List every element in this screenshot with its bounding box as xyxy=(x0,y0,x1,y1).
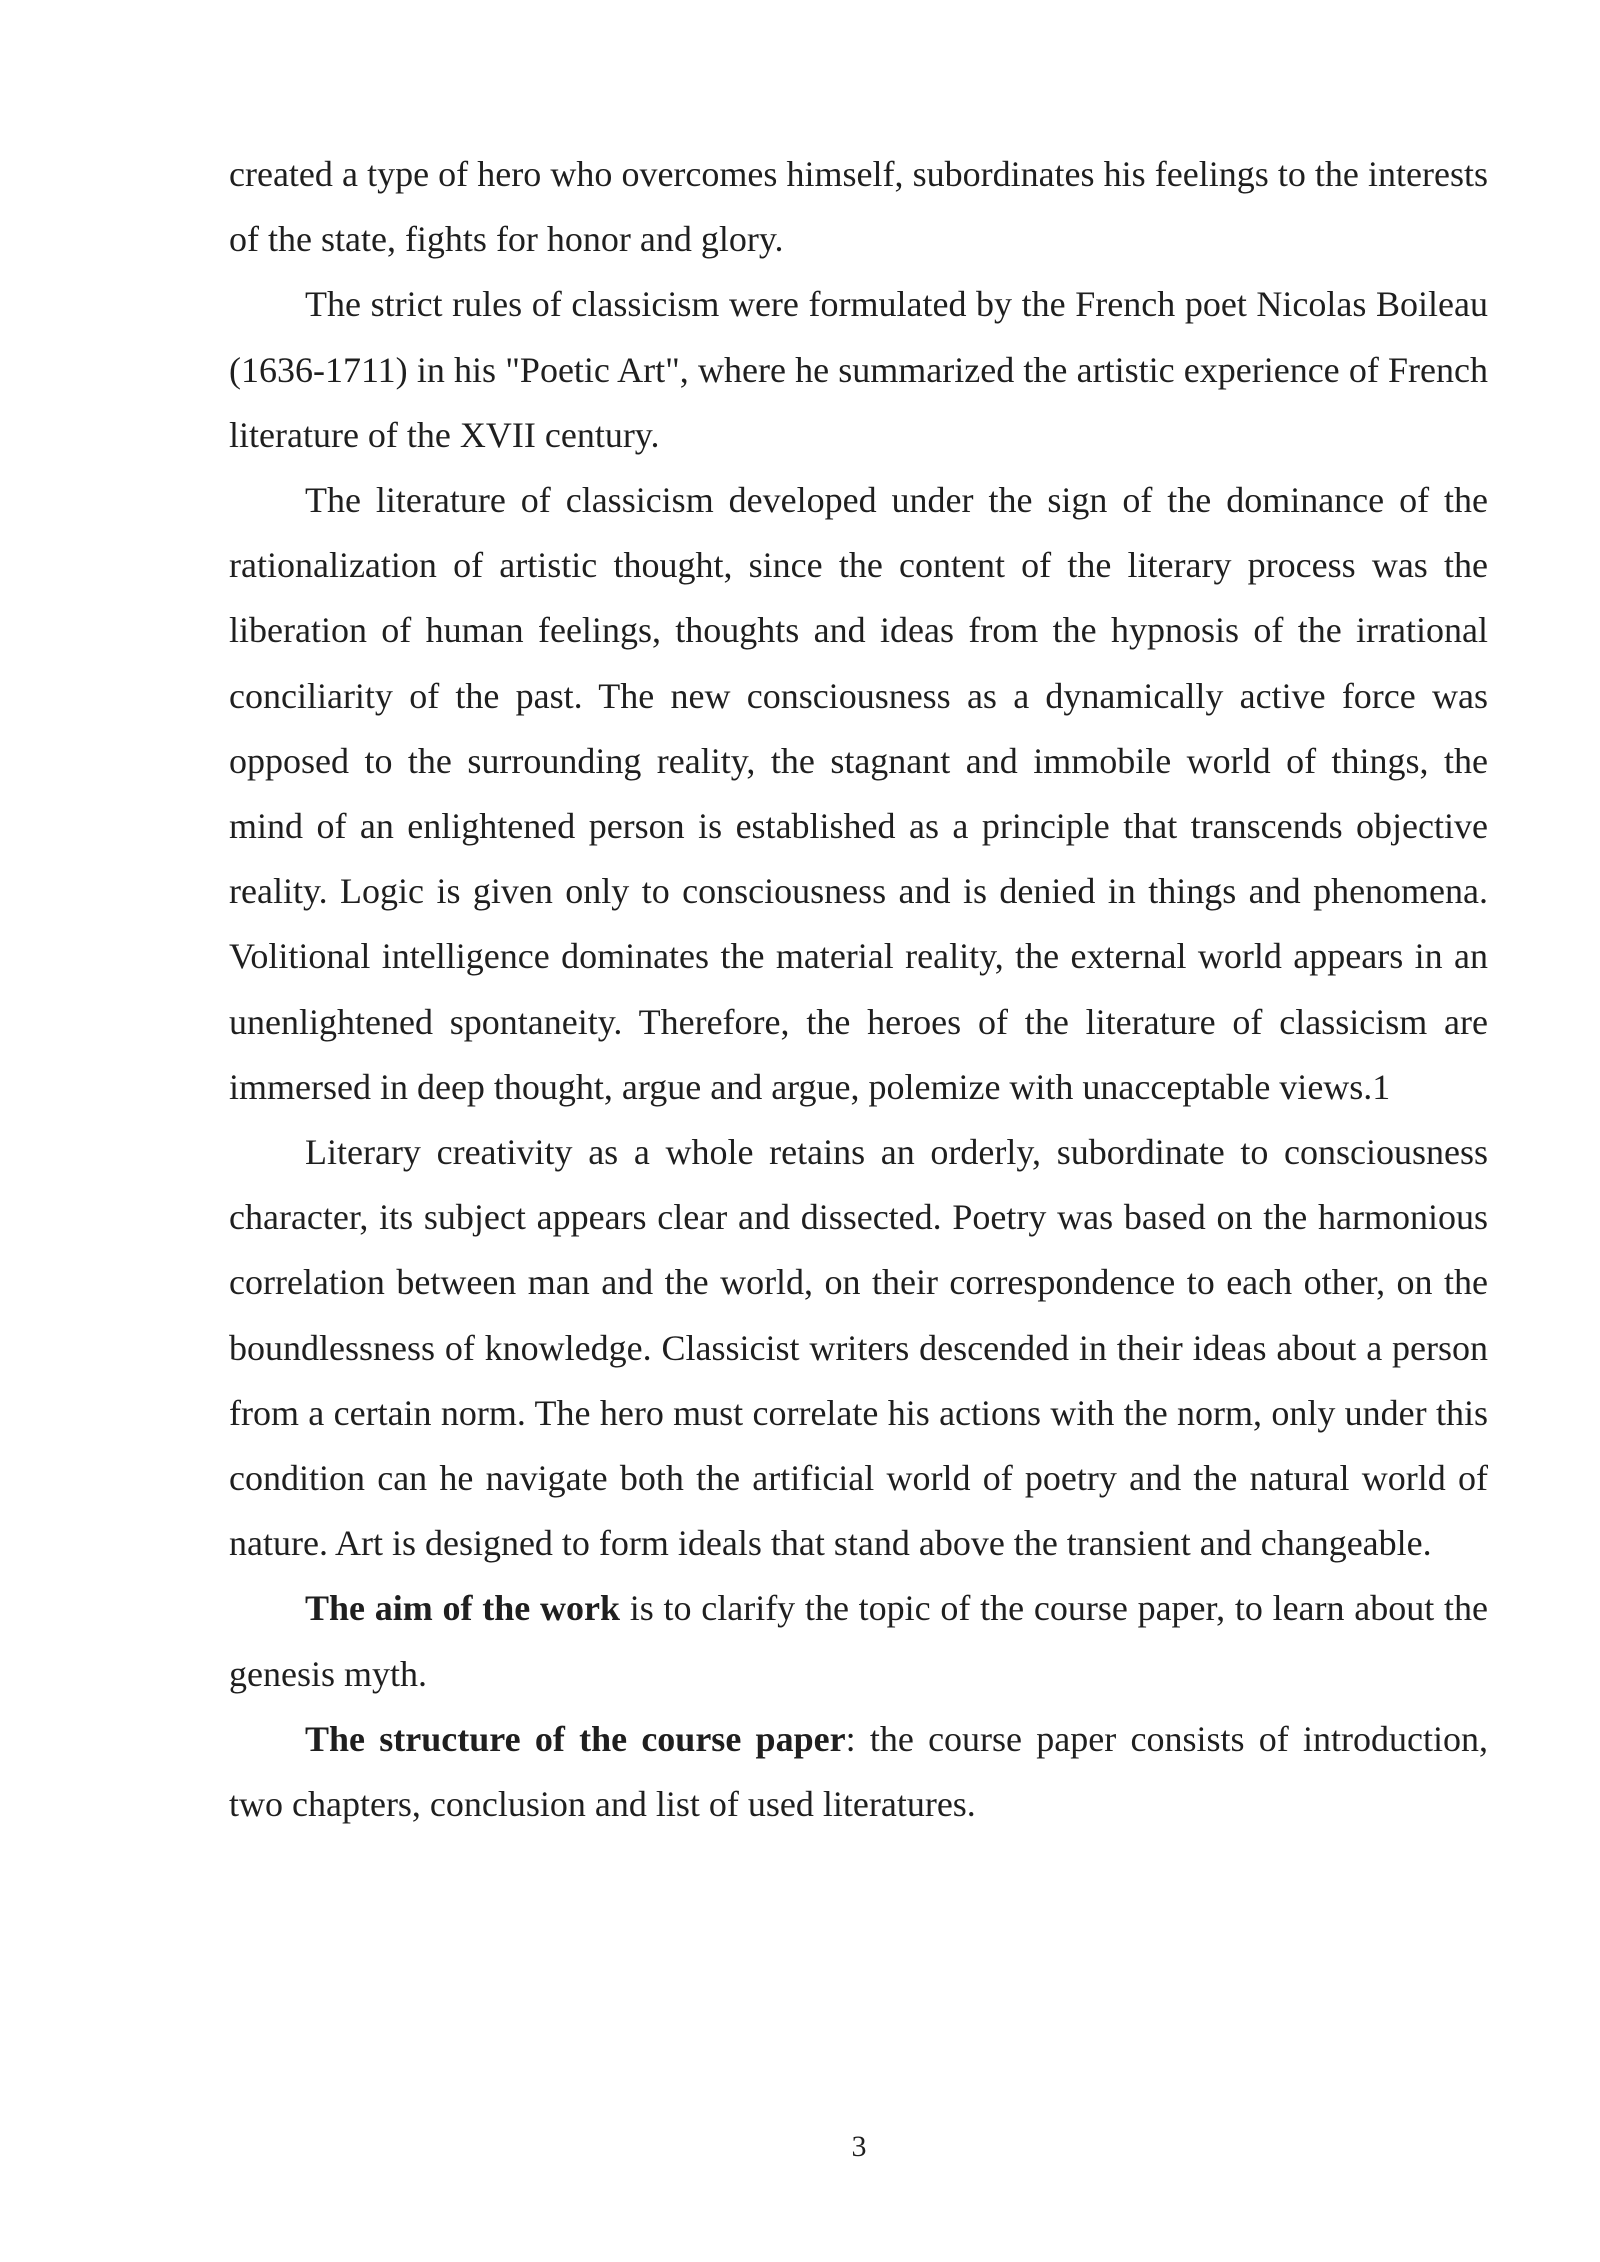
aim-heading: The aim of the work xyxy=(305,1588,620,1629)
aim-text: is to clarify the topic of the course paper, to learn about the genesis myth. xyxy=(229,1588,1488,1694)
paragraph-boileau-rules: The strict rules of classicism were formulated by the French poet Nicolas Boileau (1636-1711) in his "Poetic Art", where he summarized the artistic experience of French literature of the XVII century. xyxy=(229,284,1488,455)
page-number: 3 xyxy=(851,2130,867,2163)
paragraph-literary-creativity: Literary creativity as a whole retains an orderly, subordinate to consciousness character, its subject appears clear and dissected. Poetry was based on the harmonious correlation between man and the world, on their correspondence to each other, on the boundlessness of knowledge. Classicist writers descended in their ideas about a person from a certain norm. The hero must correlate his actions with the norm, only under this condition can he navigate both the artificial world of poetry and the natural world of nature. Art is designed to form ideals that stand above the transient and changeable. xyxy=(229,1132,1488,1564)
paragraph-structure xyxy=(229,1707,1488,1837)
paragraph-hero-continuation: created a type of hero who overcomes himself, subordinates his feelings to the interests of the state, fights for honor and glory. xyxy=(229,154,1488,260)
document-body xyxy=(229,142,1488,1837)
paragraph-aim-of-work xyxy=(229,1576,1488,1706)
structure-text: : the course paper consists of introduction, two chapters, conclusion and list of used literatures. xyxy=(229,1718,1488,1825)
paragraph-classicism-literature: The literature of classicism developed under the sign of the dominance of the rationalization of artistic thought, since the content of the literary process was the liberation of human feelings, thoughts and ideas from the hypnosis of the irrational conciliarity of the past. The new consciousness as a dynamically active force was opposed to the surrounding reality, the stagnant and immobile world of things, the mind of an enlightened person is established as a principle that transcends objective reality. Logic is given only to consciousness and is denied in things and phenomena. Volitional intelligence dominates the material reality, the external world appears in an unenlightened spontaneity. Therefore, the heroes of the literature of classicism are immersed in deep thought, argue and argue, polemize with unacceptable views.1 xyxy=(229,480,1488,1107)
structure-heading: The structure of the course paper xyxy=(305,1718,846,1759)
